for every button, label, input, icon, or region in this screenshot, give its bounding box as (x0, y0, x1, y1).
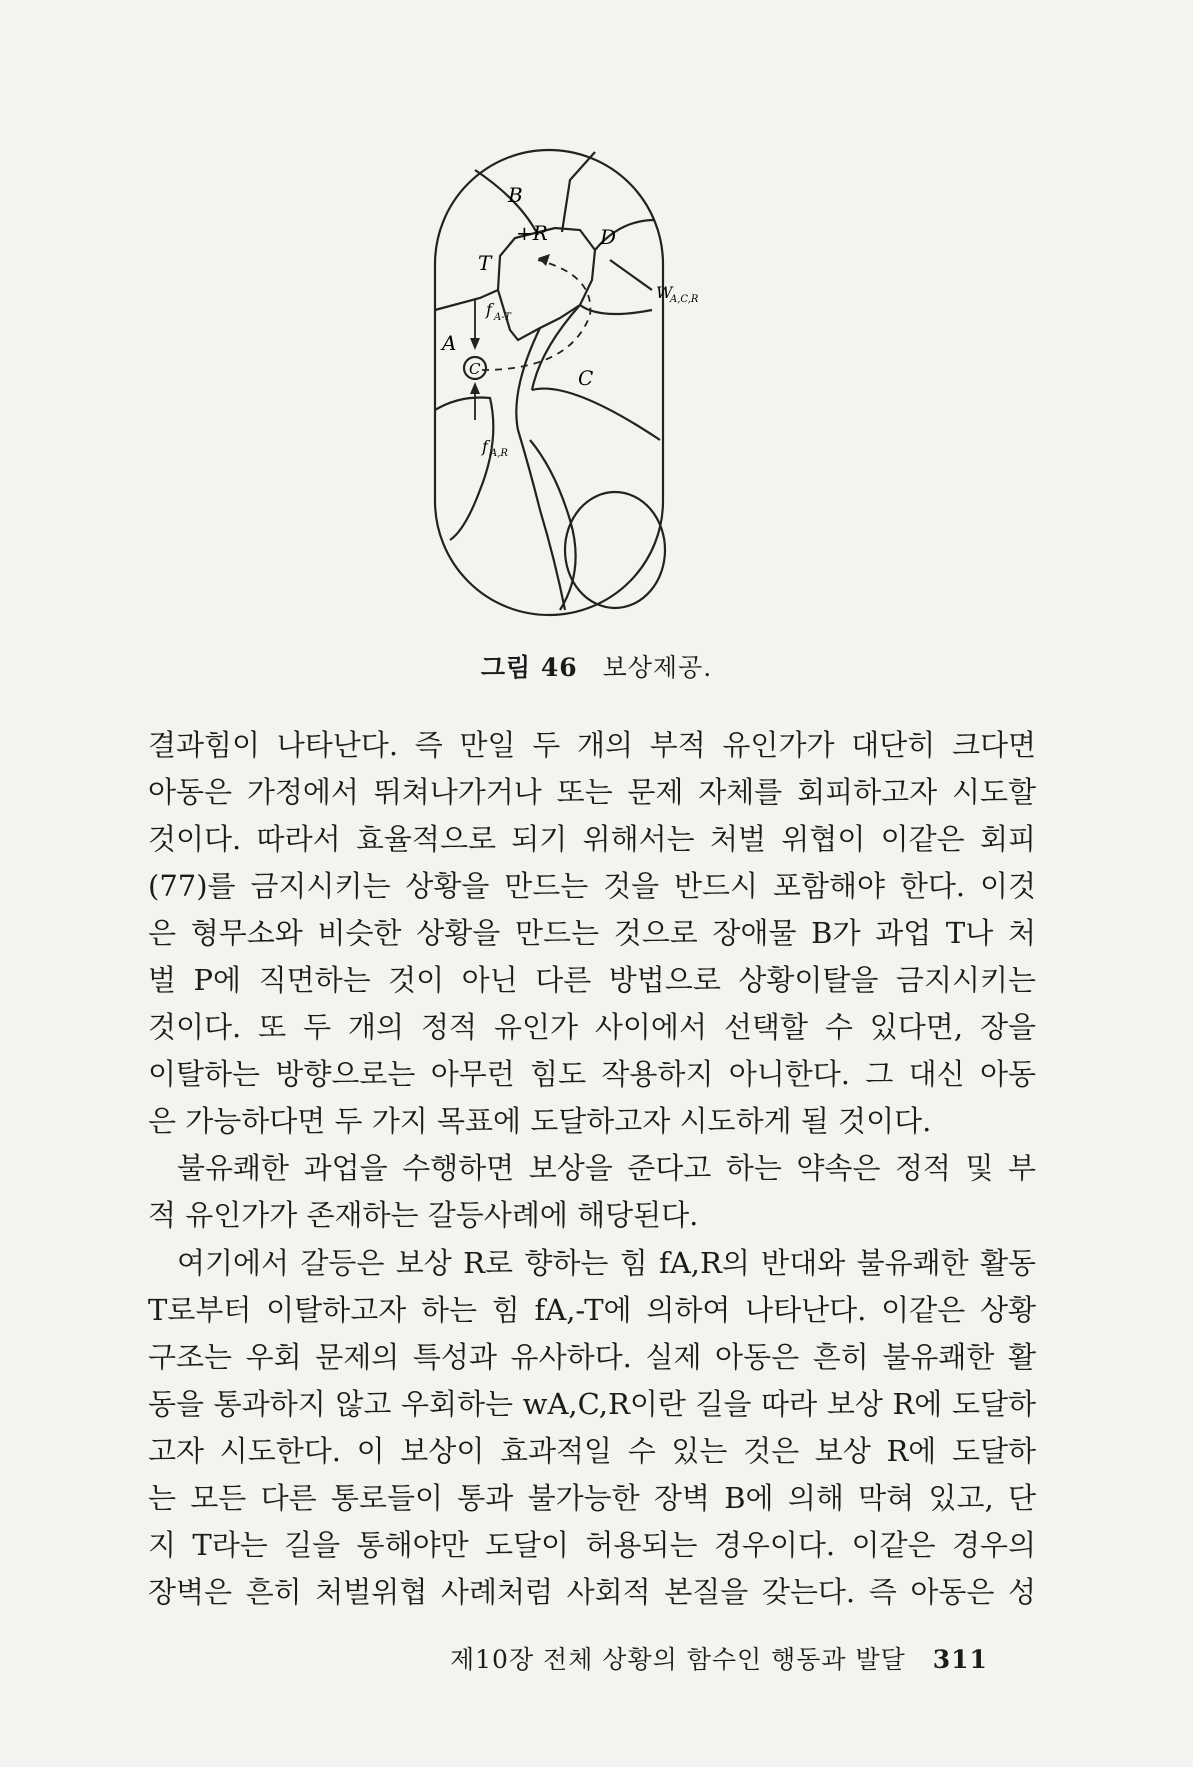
label-f-a-r-sub: A,R (490, 448, 508, 459)
channel-line-left (516, 328, 565, 610)
paragraph-1-line-4: (77)를 금지시키는 상황을 만드는 것을 반드시 포함해야 한다. 이것 (148, 869, 1036, 903)
w-label-tick (610, 260, 652, 290)
label-plus-r: +R (516, 221, 548, 245)
paragraph-2-line-2: 적 유인가가 존재하는 갈등사례에 해당된다. (148, 1198, 699, 1232)
page-number: 311 (932, 1645, 988, 1674)
figure-caption (0, 648, 1193, 684)
paragraph-3-line-3: 구조는 우회 문제의 특성과 유사하다. 실제 아동은 흔히 불유쾌한 활 (148, 1340, 1036, 1374)
body-text-upper (148, 722, 1036, 1239)
label-c-circle: C (469, 360, 481, 378)
figure-number: 그림 46 (480, 653, 578, 682)
paragraph-1-line-9: 은 가능하다면 두 가지 목표에 도달하고자 시도하게 될 것이다. (148, 1104, 932, 1138)
paragraph-3-line-7: 지 T라는 길을 통해야만 도달이 허용되는 경우이다. 이같은 경우의 (148, 1528, 1036, 1562)
label-c: C (578, 366, 594, 390)
paragraph-3-line-4: 동을 통과하지 않고 우회하는 wA,C,R이란 길을 따라 보상 R에 도달하 (148, 1387, 1036, 1421)
label-w: W (656, 283, 673, 302)
divider-top-center (562, 152, 595, 232)
paragraph-1-line-3: 것이다. 따라서 효율적으로 되기 위해서는 처벌 위협이 이같은 회피 (148, 822, 1036, 856)
paragraph-1-line-7: 것이다. 또 두 개의 정적 유인가 사이에서 선택할 수 있다면, 장을 (148, 1010, 1036, 1044)
paragraph-3-line-6: 는 모든 다른 통로들이 통과 불가능한 장벽 B에 의해 막혀 있고, 단 (148, 1481, 1036, 1515)
figure-46-diagram (420, 140, 720, 620)
label-d: D (600, 225, 617, 249)
label-f-a-t: f (486, 300, 492, 319)
running-footer (450, 1640, 988, 1676)
divider-lower-right (532, 389, 660, 440)
paragraph-1-line-1: 결과힘이 나타난다. 즉 만일 두 개의 부적 유인가가 대단히 크다면 (148, 728, 1036, 762)
field-diagram (420, 140, 720, 620)
paragraph-1-line-6: 벌 P에 직면하는 것이 아닌 다른 방법으로 상황이탈을 금지시키는 (148, 963, 1036, 997)
paragraph-1-line-8: 이탈하는 방향으로는 아무런 힘도 작용하지 아니한다. 그 대신 아동 (148, 1057, 1036, 1091)
label-b: B (508, 183, 523, 207)
divider-lower-left (435, 398, 493, 541)
label-t: T (478, 251, 492, 275)
label-a: A (442, 331, 457, 355)
label-f-a-t-sub: A-T (494, 312, 511, 323)
paragraph-3-line-8: 장벽은 흔히 처벌위협 사례처럼 사회적 본질을 갖는다. 즉 아동은 성 (148, 1575, 1036, 1609)
paragraph-2-line-1: 불유쾌한 과업을 수행하면 보상을 준다고 하는 약속은 정적 및 부 (177, 1151, 1036, 1185)
arrowhead-f-a-t (470, 338, 480, 350)
arrowhead-f-a-r (470, 382, 480, 394)
label-f-a-r: f (482, 437, 488, 456)
paragraph-3-line-5: 고자 시도한다. 이 보상이 효과적일 수 있는 것은 보상 R에 도달하 (148, 1434, 1036, 1468)
chapter-title: 제10장 전체 상황의 함수인 행동과 발달 (450, 1645, 906, 1674)
label-w-sub: A,C,R (670, 294, 699, 305)
paragraph-3-line-2: T로부터 이탈하고자 하는 힘 fA,-T에 의하여 나타난다. 이같은 상황 (148, 1293, 1036, 1327)
lower-right-region (565, 492, 665, 608)
figure-title: 보상제공. (602, 653, 713, 682)
channel-line-upper (532, 305, 580, 390)
paragraph-3-line-1: 여기에서 갈등은 보상 R로 향하는 힘 fA,R의 반대와 불유쾌한 활동 (177, 1246, 1036, 1280)
body-text-lower (148, 1240, 1036, 1616)
paragraph-1-line-5: 은 형무소와 비슷한 상황을 만드는 것으로 장애물 B가 과업 T나 처 (148, 916, 1036, 950)
paragraph-1-line-2: 아동은 가정에서 뛰쳐나가거나 또는 문제 자체를 회피하고자 시도할 (148, 775, 1036, 809)
